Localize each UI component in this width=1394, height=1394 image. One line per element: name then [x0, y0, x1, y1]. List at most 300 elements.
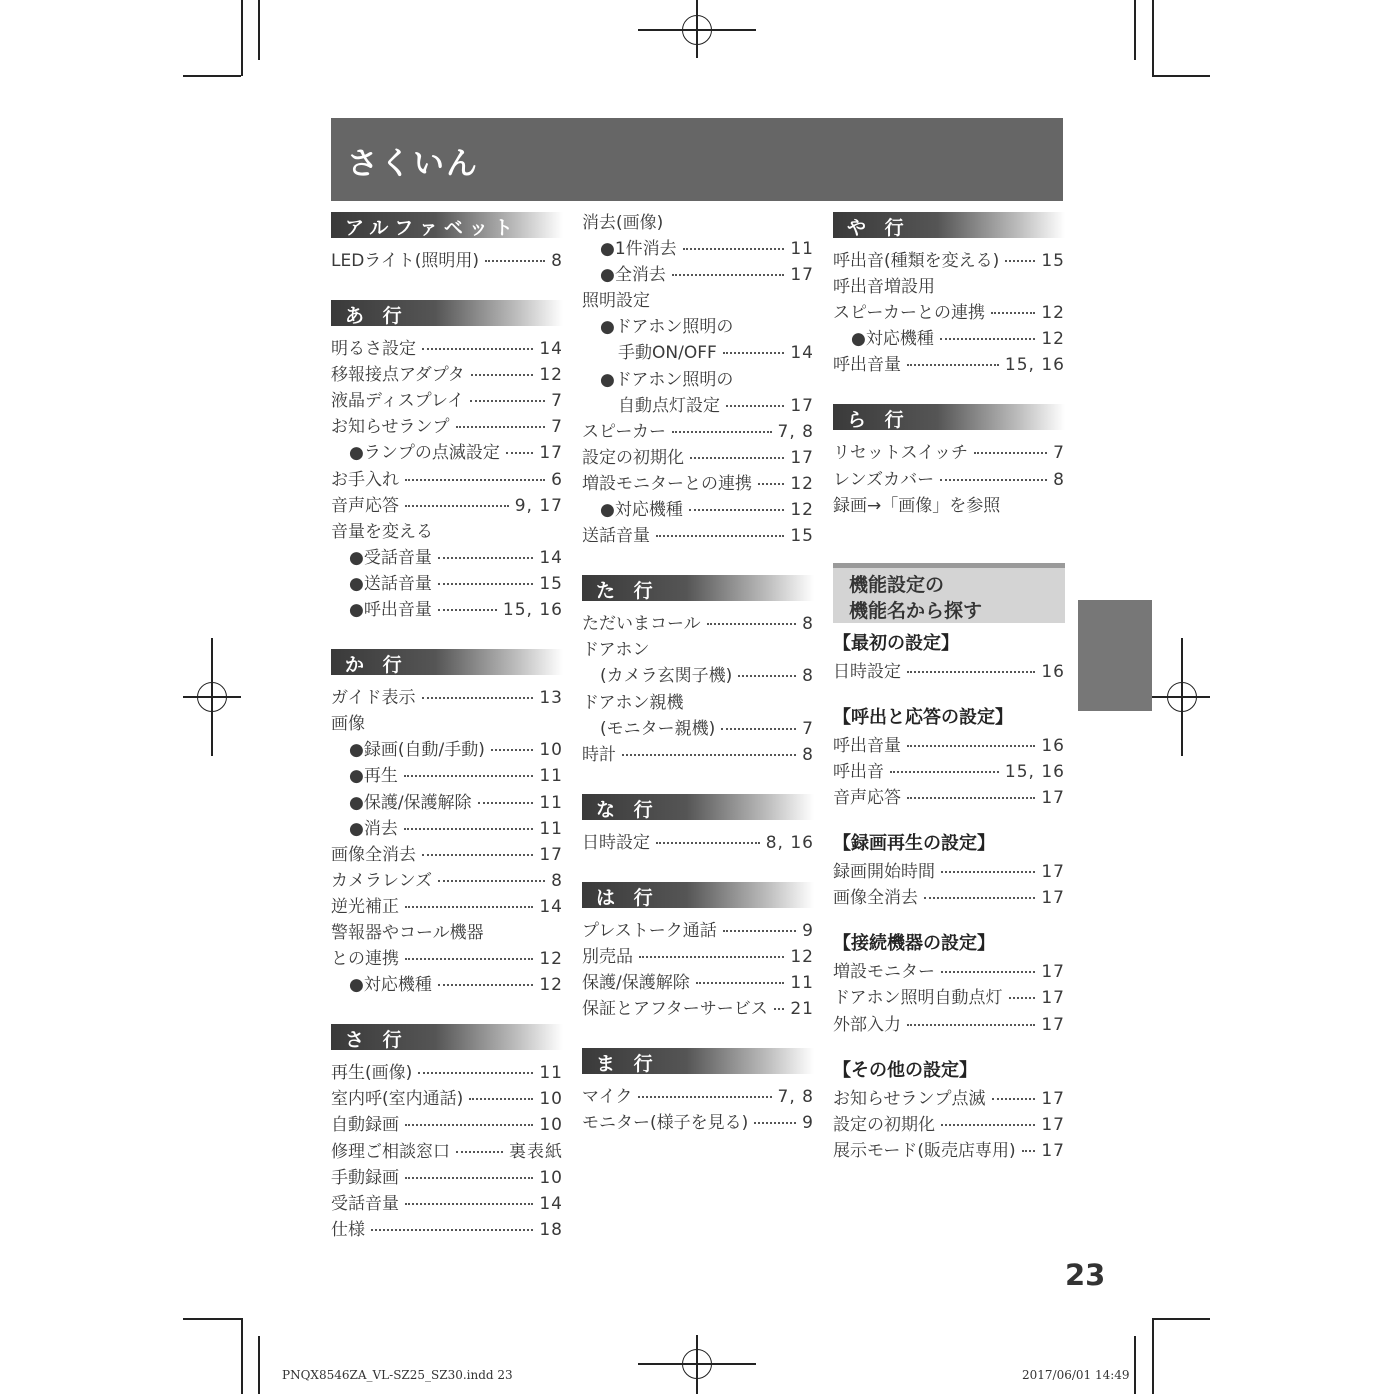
index-entry — [331, 814, 563, 840]
entry-label: ●消去 — [349, 818, 398, 839]
entry-page: 10 — [539, 740, 563, 761]
entry-page: 14 — [539, 1193, 563, 1214]
entry-label: レンズカバー — [833, 469, 935, 490]
entry-label: ●呼出音量 — [349, 600, 432, 621]
leader-dots — [690, 457, 784, 459]
entry-page: 裏表紙 — [509, 1141, 563, 1162]
entry-label: 音声応答 — [833, 788, 901, 809]
entry-label: ●対応機種 — [349, 975, 432, 996]
entry-label: 音量を変える — [331, 521, 433, 542]
entry-page: 8, 16 — [765, 832, 814, 853]
index-entry — [833, 857, 1065, 883]
entry-label: 呼出音量 — [833, 735, 901, 756]
entry-page: 15 — [790, 526, 814, 547]
section-gap — [331, 621, 563, 645]
entry-page: 17 — [539, 443, 563, 464]
entry-label: お知らせランプ — [331, 417, 450, 438]
entry-page: 18 — [539, 1219, 563, 1240]
entry-label: ●全消去 — [600, 265, 666, 286]
entry-page: 15 — [539, 573, 563, 594]
entry-label: 修理ご相談窓口 — [331, 1141, 450, 1162]
entry-page: 7, 8 — [777, 1087, 814, 1108]
entry-page: 14 — [539, 339, 563, 360]
index-entry — [582, 994, 814, 1020]
index-entry — [582, 234, 814, 260]
entry-label: 設定の初期化 — [833, 1114, 935, 1135]
entry-label: お手入れ — [331, 469, 399, 490]
entry-page: 11 — [539, 792, 563, 813]
index-entry — [833, 883, 1065, 909]
section-gap — [582, 854, 814, 878]
entry-label: 送話音量 — [582, 526, 650, 547]
entry-page: 17 — [539, 844, 563, 865]
index-entry — [331, 1058, 563, 1084]
index-entry — [833, 1110, 1065, 1136]
leader-dots — [941, 1124, 1035, 1126]
entry-label: 録画→「画像」を参照 — [833, 495, 1001, 516]
index-entry — [582, 338, 814, 364]
function-group-heading: 【接続機器の設定】 — [833, 933, 995, 955]
section-heading-label: アルファベット — [345, 217, 519, 239]
leader-dots — [754, 1122, 796, 1124]
entry-label: ドアホン照明自動点灯 — [833, 988, 1003, 1009]
entry-page: 8 — [802, 614, 814, 635]
index-entry — [582, 688, 814, 714]
leader-dots — [924, 897, 1035, 899]
index-entry — [833, 983, 1065, 1009]
entry-label: との連携 — [331, 949, 399, 970]
entry-label: 呼出音量 — [833, 355, 901, 376]
section-gap — [833, 376, 1065, 400]
entry-label: ガイド表示 — [331, 688, 416, 709]
index-entry — [331, 1189, 563, 1215]
leader-dots — [991, 312, 1035, 314]
function-group-heading: 【最初の設定】 — [833, 632, 959, 654]
leader-dots — [774, 1008, 785, 1010]
index-entry — [331, 709, 563, 735]
entry-page: 7 — [802, 718, 814, 739]
section-heading — [582, 882, 814, 908]
function-group-heading: 【その他の設定】 — [833, 1059, 977, 1081]
index-entry — [331, 761, 563, 787]
entry-page: 11 — [790, 239, 814, 260]
index-entry — [833, 657, 1065, 683]
leader-dots — [1005, 260, 1035, 262]
entry-label: 録画開始時間 — [833, 862, 935, 883]
entry-page: 12 — [539, 949, 563, 970]
entry-label: ●対応機種 — [600, 500, 683, 521]
index-entry — [582, 661, 814, 687]
entry-page: 8 — [551, 251, 563, 271]
leader-dots — [907, 745, 1035, 747]
entry-page: 11 — [790, 973, 814, 994]
section-gap — [582, 547, 814, 571]
leader-dots — [907, 1024, 1035, 1026]
group-gap — [833, 1036, 1065, 1052]
entry-label: 日時設定 — [833, 661, 901, 682]
entry-label: マイク — [582, 1087, 633, 1108]
index-entry — [582, 286, 814, 312]
entry-page: 10 — [539, 1115, 563, 1136]
entry-page: 6 — [551, 469, 563, 490]
leader-dots — [672, 274, 785, 276]
footer-file-name: PNQX8546ZA_VL-SZ25_SZ30.indd 23 — [282, 1368, 513, 1382]
entry-label: ドアホン — [582, 640, 650, 661]
leader-dots — [1009, 997, 1036, 999]
leader-dots — [506, 452, 534, 454]
leader-dots — [738, 675, 796, 677]
leader-dots — [438, 609, 497, 611]
section-heading-label: や 行 — [847, 217, 910, 239]
entry-page: 9 — [802, 920, 814, 941]
entry-page: 14 — [539, 896, 563, 917]
leader-dots — [940, 338, 1036, 340]
entry-page: 15, 16 — [502, 600, 563, 621]
leader-dots — [940, 479, 1047, 481]
index-entry — [331, 491, 563, 517]
entry-label: (モニター親機) — [600, 718, 716, 739]
entry-page: 7 — [1053, 443, 1065, 464]
index-entry — [833, 1136, 1065, 1162]
entry-label: ●録画(自動/手動) — [349, 740, 485, 761]
index-entry — [833, 438, 1065, 464]
index-entry — [833, 465, 1065, 491]
entry-page: 10 — [539, 1167, 563, 1188]
leader-dots — [405, 1124, 533, 1126]
entry-page: 16 — [1041, 661, 1065, 682]
index-entry — [833, 957, 1065, 983]
entry-label: (カメラ玄関子機) — [600, 666, 733, 687]
entry-label: 増設モニター — [833, 962, 935, 983]
leader-dots — [1022, 1150, 1036, 1152]
section-heading — [331, 649, 563, 675]
entry-page: 12 — [539, 365, 563, 386]
leader-dots — [418, 1072, 533, 1074]
entry-page: 15, 16 — [1004, 761, 1065, 782]
entry-label: 呼出音増設用 — [833, 277, 935, 298]
leader-dots — [638, 1096, 771, 1098]
entry-page: 8 — [551, 870, 563, 891]
entry-label: 別売品 — [582, 946, 633, 967]
index-entry — [331, 788, 563, 814]
entry-label: 消去(画像) — [582, 213, 664, 233]
index-entry — [331, 595, 563, 621]
entry-label: カメラレンズ — [331, 870, 433, 891]
entry-page: 17 — [1041, 1088, 1065, 1109]
entry-page: 16 — [1041, 735, 1065, 756]
entry-label: 画像全消去 — [331, 844, 416, 865]
index-entry — [582, 417, 814, 443]
entry-page: 8 — [802, 666, 814, 687]
index-entry — [833, 324, 1065, 350]
entry-label: ●再生 — [349, 766, 398, 787]
section-gap — [331, 272, 563, 296]
leader-dots — [469, 1098, 533, 1100]
index-entry — [331, 1084, 563, 1110]
entry-page: 17 — [1041, 1114, 1065, 1135]
entry-page: 17 — [1041, 862, 1065, 883]
section-heading-label: あ 行 — [345, 305, 408, 328]
entry-label: ただいまコール — [582, 614, 701, 635]
chapter-side-tab — [1078, 600, 1152, 711]
entry-label: 呼出音(種類を変える) — [833, 251, 1000, 271]
section-heading — [582, 794, 814, 820]
entry-label: お知らせランプ点滅 — [833, 1088, 986, 1109]
leader-dots — [405, 958, 533, 960]
entry-label: 液晶ディスプレイ — [331, 391, 465, 412]
page-title: さくいん — [347, 146, 479, 182]
index-entry — [582, 443, 814, 469]
entry-label: 仕様 — [331, 1219, 365, 1240]
index-entry — [582, 714, 814, 740]
entry-label: 保護/保護解除 — [582, 973, 690, 994]
entry-page: 9, 17 — [514, 495, 563, 516]
index-entry — [331, 1110, 563, 1136]
entry-label: ●保護/保護解除 — [349, 792, 472, 813]
leader-dots — [485, 260, 545, 262]
index-entry — [331, 1163, 563, 1189]
leader-dots — [941, 871, 1035, 873]
leader-dots — [941, 971, 1035, 973]
index-entry — [582, 312, 814, 338]
index-entry — [582, 828, 814, 854]
function-box-line2: 機能名から探す — [849, 599, 983, 622]
entry-label: ●ドアホン照明の — [600, 369, 734, 390]
leader-dots — [992, 1098, 1036, 1100]
index-entry — [331, 569, 563, 595]
entry-page: 14 — [790, 343, 814, 364]
section-heading-label: ら 行 — [847, 409, 910, 432]
entry-label: ドアホン親機 — [582, 692, 684, 713]
leader-dots — [907, 671, 1035, 673]
entry-label: 移報接点アダプタ — [331, 365, 465, 386]
index-entry — [582, 1082, 814, 1108]
entry-label: 受話音量 — [331, 1193, 399, 1214]
index-entry — [582, 495, 814, 521]
entry-page: 11 — [539, 818, 563, 839]
entry-label: 再生(画像) — [331, 1063, 413, 1084]
leader-dots — [405, 505, 509, 507]
entry-label: 保証とアフターサービス — [582, 999, 768, 1020]
entry-page: 13 — [539, 688, 563, 709]
section-heading — [331, 212, 563, 238]
section-heading — [833, 212, 1065, 238]
entry-page: 9 — [802, 1113, 814, 1134]
entry-label: ●対応機種 — [851, 329, 934, 350]
entry-label: スピーカー — [582, 421, 666, 442]
leader-dots — [371, 1229, 533, 1231]
function-group-heading: 【呼出と応答の設定】 — [833, 706, 1013, 728]
index-entry — [331, 866, 563, 892]
index-entry — [331, 840, 563, 866]
title-banner — [331, 118, 1063, 201]
group-gap — [833, 909, 1065, 925]
section-heading-label: さ 行 — [345, 1029, 408, 1052]
index-entry — [331, 892, 563, 918]
leader-dots — [471, 374, 534, 376]
index-entry — [582, 469, 814, 495]
entry-label: 手動ON/OFF — [618, 343, 717, 364]
leader-dots — [672, 431, 772, 433]
leader-dots — [974, 452, 1047, 454]
index-entry — [582, 260, 814, 286]
entry-page: 17 — [1041, 788, 1065, 809]
entry-page: 17 — [790, 447, 814, 468]
entry-page: 17 — [1041, 962, 1065, 983]
leader-dots — [622, 754, 796, 756]
leader-dots — [405, 479, 545, 481]
entry-label: 警報器やコール機器 — [331, 922, 484, 943]
section-heading — [331, 1024, 563, 1050]
entry-label: 設定の初期化 — [582, 447, 684, 468]
index-entry — [331, 918, 563, 944]
index-entry — [833, 1084, 1065, 1110]
entry-page: 12 — [790, 946, 814, 967]
entry-page: 15 — [1041, 251, 1065, 271]
leader-dots — [707, 623, 797, 625]
index-entry — [582, 740, 814, 766]
spacer — [833, 517, 1065, 563]
index-entry — [331, 334, 563, 360]
function-group-heading: 【録画再生の設定】 — [833, 833, 995, 855]
index-entry — [582, 1108, 814, 1134]
entry-label: 逆光補正 — [331, 896, 399, 917]
index-entry — [331, 944, 563, 970]
entry-page: 21 — [790, 999, 814, 1020]
section-heading-label: は 行 — [596, 886, 659, 909]
section-gap — [582, 766, 814, 790]
index-entry — [582, 391, 814, 417]
entry-page: 17 — [790, 395, 814, 416]
index-entry — [833, 272, 1065, 298]
entry-label: 増設モニターとの連携 — [582, 473, 752, 494]
leader-dots — [405, 1203, 533, 1205]
entry-label: 画像全消去 — [833, 888, 918, 909]
index-column-2 — [582, 208, 814, 1134]
leader-dots — [721, 728, 796, 730]
leader-dots — [656, 842, 760, 844]
entry-label: 明るさ設定 — [331, 339, 416, 360]
leader-dots — [656, 535, 784, 537]
leader-dots — [422, 854, 533, 856]
entry-label: プレストーク通話 — [582, 920, 717, 941]
index-entry — [331, 683, 563, 709]
entry-page: 10 — [539, 1089, 563, 1110]
leader-dots — [689, 509, 785, 511]
entry-label: 呼出音 — [833, 761, 884, 782]
index-entry — [833, 731, 1065, 757]
index-entry — [582, 968, 814, 994]
leader-dots — [422, 697, 534, 699]
entry-page: 17 — [1041, 988, 1065, 1009]
leader-dots — [696, 982, 785, 984]
leader-dots — [723, 930, 796, 932]
leader-dots — [907, 797, 1035, 799]
page-number: 23 — [1065, 1258, 1106, 1292]
section-heading — [582, 575, 814, 601]
index-entry — [833, 350, 1065, 376]
function-search-box — [833, 563, 1065, 623]
entry-page: 7 — [551, 391, 563, 412]
section-heading-label: た 行 — [596, 580, 659, 603]
leader-dots — [438, 984, 534, 986]
entry-page: 17 — [1041, 1014, 1065, 1035]
section-heading-label: な 行 — [596, 798, 659, 821]
entry-page: 7, 8 — [777, 421, 814, 442]
leader-dots — [683, 248, 785, 250]
entry-label: 外部入力 — [833, 1014, 901, 1035]
index-entry — [331, 386, 563, 412]
leader-dots — [405, 1177, 533, 1179]
leader-dots — [890, 771, 999, 773]
entry-label: ●ドアホン照明の — [600, 317, 734, 338]
index-entry — [833, 246, 1065, 272]
leader-dots — [438, 880, 545, 882]
footer-date: 2017/06/01 14:49 — [1022, 1368, 1130, 1382]
entry-label: ●送話音量 — [349, 573, 432, 594]
leader-dots — [456, 426, 546, 428]
index-entry — [582, 208, 814, 234]
entry-page: 11 — [539, 766, 563, 787]
index-entry — [582, 365, 814, 391]
entry-label: 画像 — [331, 714, 365, 735]
leader-dots — [456, 1151, 503, 1153]
section-heading-label: ま 行 — [596, 1053, 659, 1076]
leader-dots — [907, 364, 999, 366]
index-column-3 — [833, 208, 1065, 1162]
entry-page: 12 — [1041, 329, 1065, 350]
leader-dots — [491, 749, 534, 751]
entry-page: 15, 16 — [1004, 355, 1065, 376]
entry-page: 17 — [1041, 888, 1065, 909]
index-entry — [331, 1215, 563, 1241]
entry-page: 12 — [1041, 303, 1065, 324]
leader-dots — [478, 802, 534, 804]
entry-label: ●1件消去 — [600, 239, 677, 260]
leader-dots — [723, 352, 785, 354]
index-entry — [582, 609, 814, 635]
index-entry — [331, 970, 563, 996]
function-box-line1: 機能設定の — [849, 573, 945, 596]
entry-page: 11 — [539, 1063, 563, 1084]
section-heading — [582, 1048, 814, 1074]
index-entry — [331, 735, 563, 761]
entry-label: ●受話音量 — [349, 547, 432, 568]
entry-label: 手動録画 — [331, 1167, 399, 1188]
index-entry — [833, 757, 1065, 783]
index-entry — [331, 412, 563, 438]
index-entry — [331, 360, 563, 386]
leader-dots — [758, 483, 784, 485]
group-gap — [833, 683, 1065, 699]
leader-dots — [404, 775, 534, 777]
index-entry — [833, 1010, 1065, 1036]
entry-label: スピーカーとの連携 — [833, 303, 985, 324]
entry-label: 自動点灯設定 — [618, 395, 720, 416]
index-entry — [833, 783, 1065, 809]
entry-page: 14 — [539, 547, 563, 568]
index-entry — [331, 465, 563, 491]
index-entry — [331, 543, 563, 569]
entry-label: 音声応答 — [331, 495, 399, 516]
leader-dots — [438, 557, 534, 559]
section-heading — [833, 404, 1065, 430]
entry-label: リセットスイッチ — [833, 443, 968, 464]
section-heading-label: か 行 — [345, 654, 408, 677]
index-entry — [833, 491, 1065, 517]
entry-page: 12 — [539, 975, 563, 996]
leader-dots — [726, 405, 784, 407]
